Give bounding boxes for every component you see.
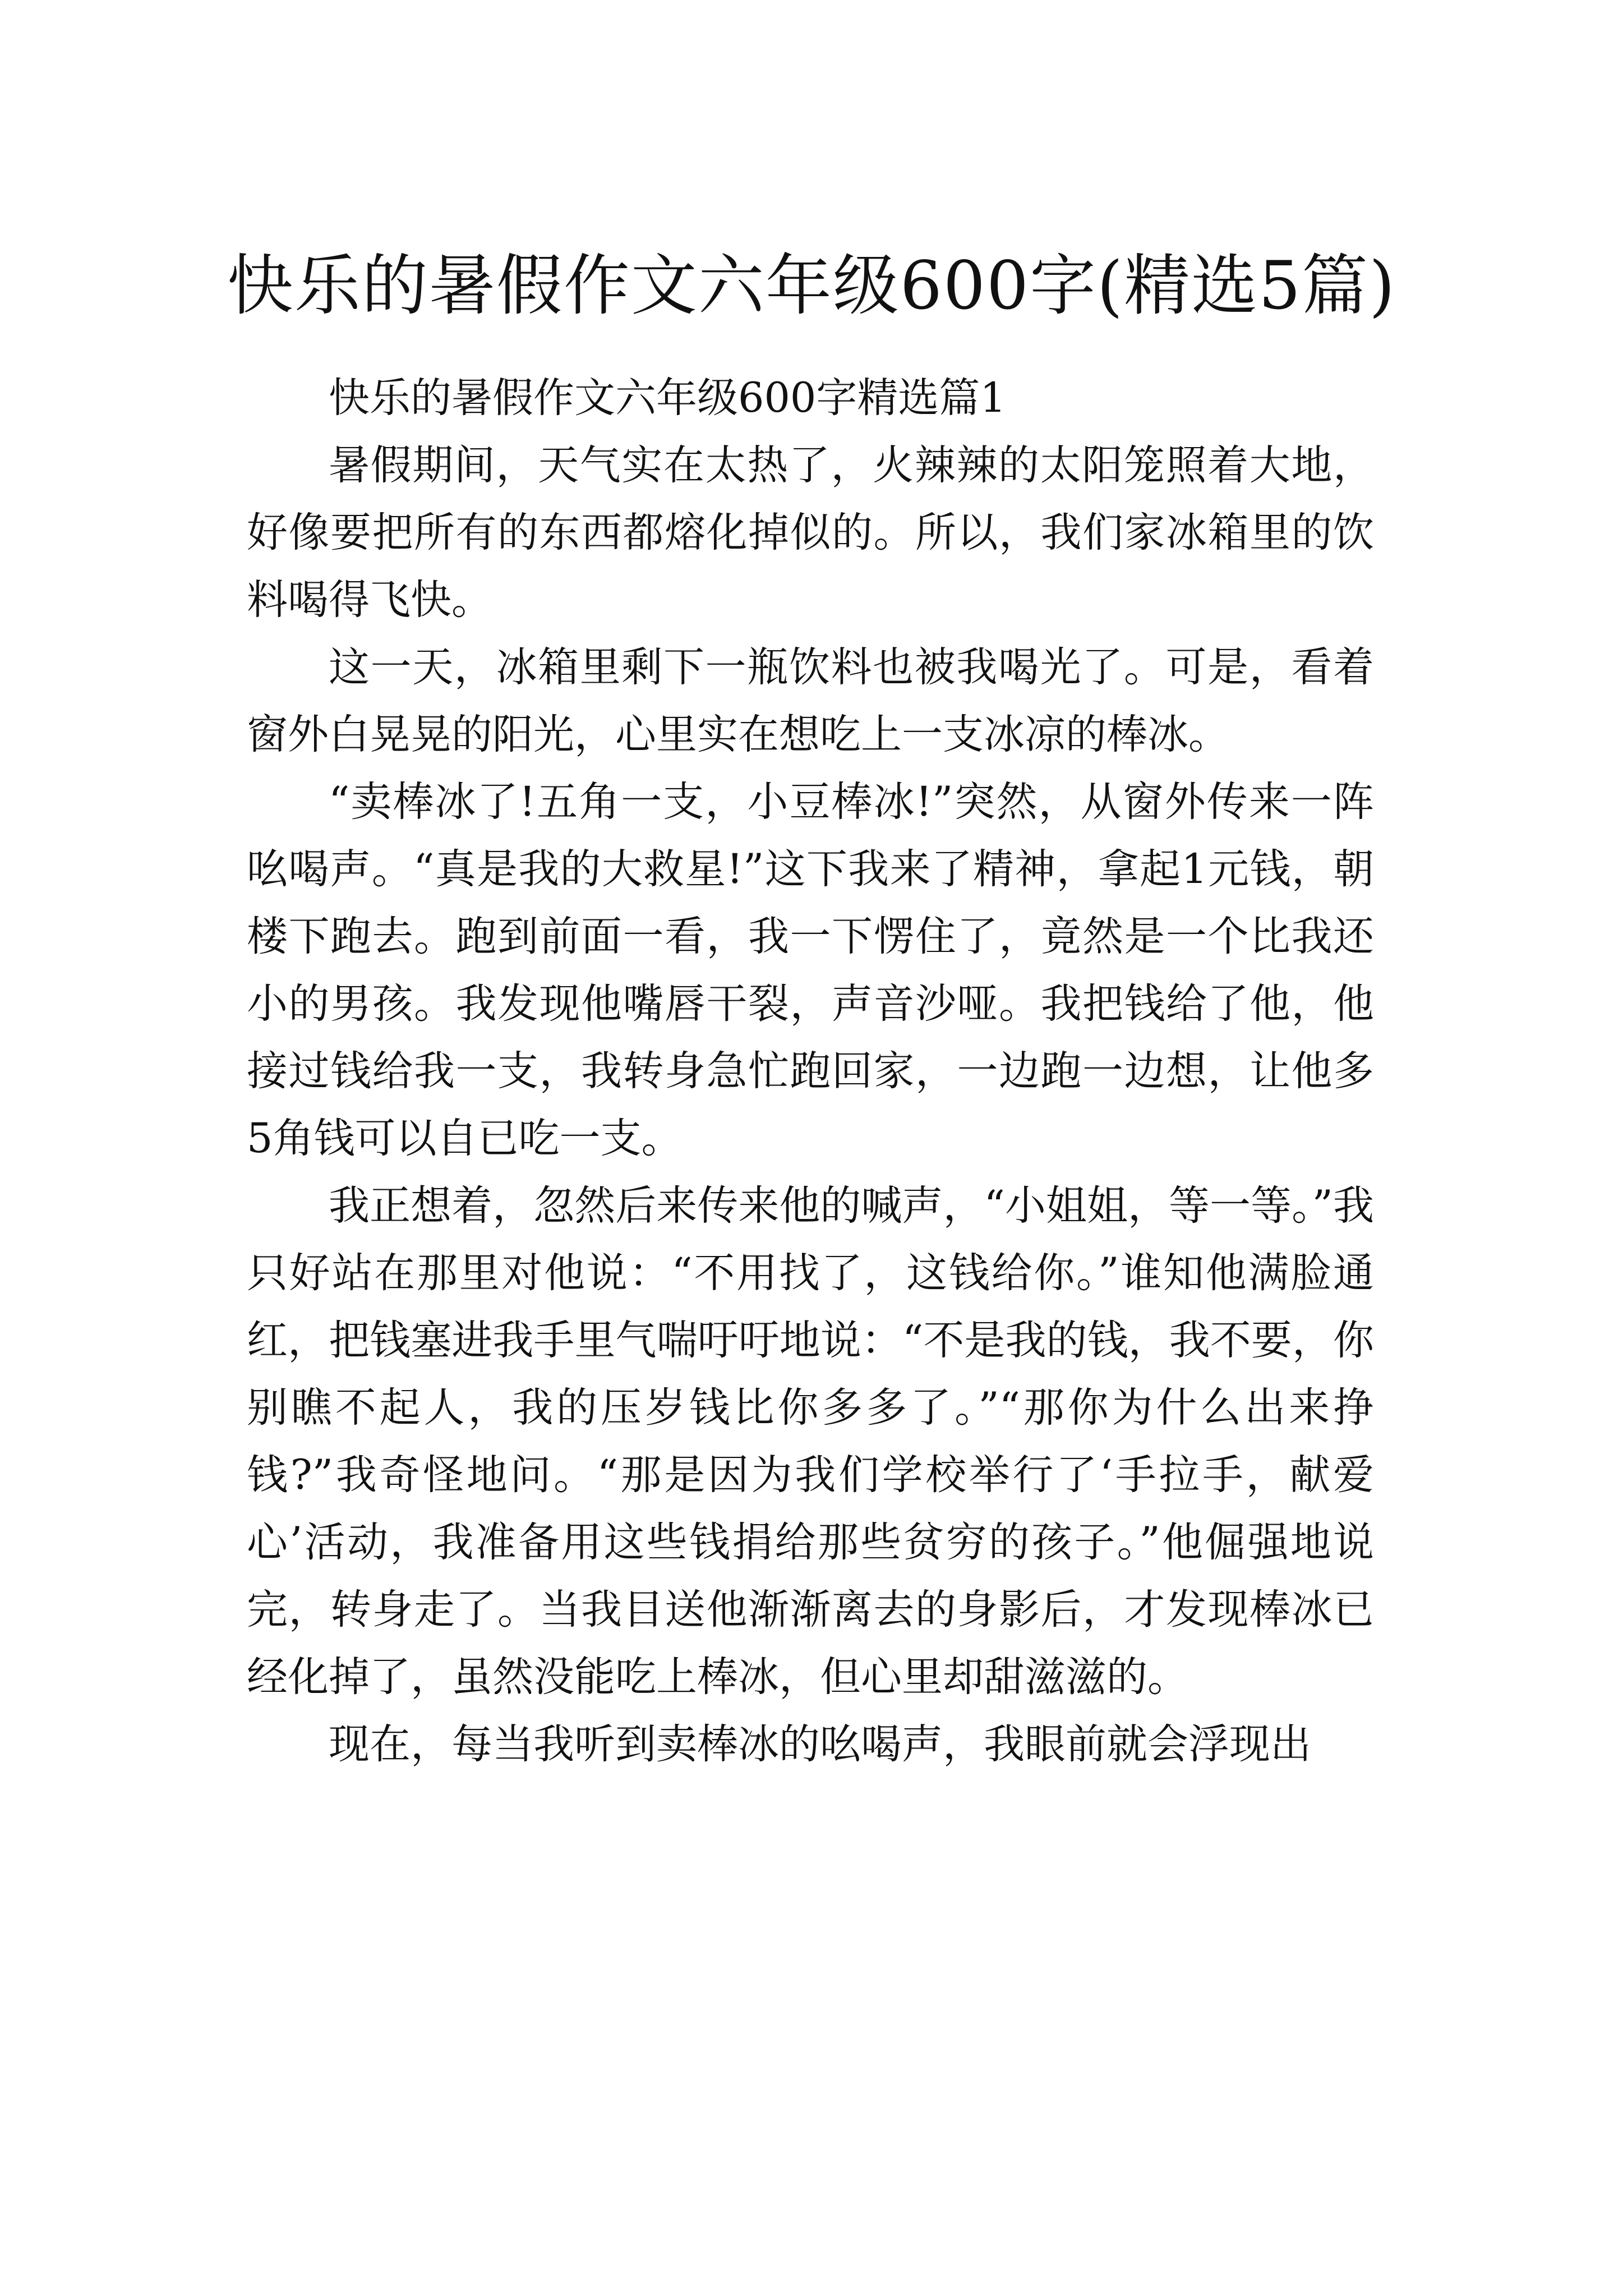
paragraph: 暑假期间，天气实在太热了，火辣辣的太阳笼照着大地，好像要把所有的东西都熔化掉似的。所以，我们家冰箱里的饮料喝得飞快。 [247, 441, 1374, 624]
paragraph: “卖棒冰了!五角一支，小豆棒冰!”突然，从窗外传来一阵吆喝声。“真是我的大救星!”这下我来了精神，拿起1元钱，朝楼下跑去。跑到前面一看，我一下愣住了，竟然是一个比我还小的男孩。我发现他嘴唇干裂，声音沙哑。我把钱给了他，他接过钱给我一支，我转身急忙跑回家，一边跑一边想，让他多5角钱可以自已吃一支。 [247, 778, 1374, 1162]
paragraph: 现在，每当我听到卖棒冰的吆喝声，我眼前就会浮现出 [329, 1720, 1311, 1768]
section-heading: 快乐的暑假作文六年级600字精选篇1 [329, 374, 1006, 422]
paragraph: 我正想着，忽然后来传来他的喊声，“小姐姐，等一等。”我只好站在那里对他说：“不用找了，这钱给你。”谁知他满脸通红，把钱塞进我手里气喘吁吁地说：“不是我的钱，我不要，你别瞧不起人，我的压岁钱比你多多了。”“那你为什么出来挣钱?”我奇怪地问。“那是因为我们学校举行了‘手拉手，献爱心’活动，我准备用这些钱捐给那些贫穷的孩子。”他倔强地说完，转身走了。当我目送他渐渐离去的身影后，才发现棒冰已经化掉了，虽然没能吃上棒冰，但心里却甜滋滋的。 [247, 1182, 1374, 1701]
document-title: 快乐的暑假作文六年级600字(精选5篇) [227, 247, 1396, 325]
document-body [247, 365, 1374, 1778]
paragraph: 这一天，冰箱里剩下一瓶饮料也被我喝光了。可是，看着窗外白晃晃的阳光，心里实在想吃上一支冰凉的棒冰。 [247, 643, 1374, 758]
